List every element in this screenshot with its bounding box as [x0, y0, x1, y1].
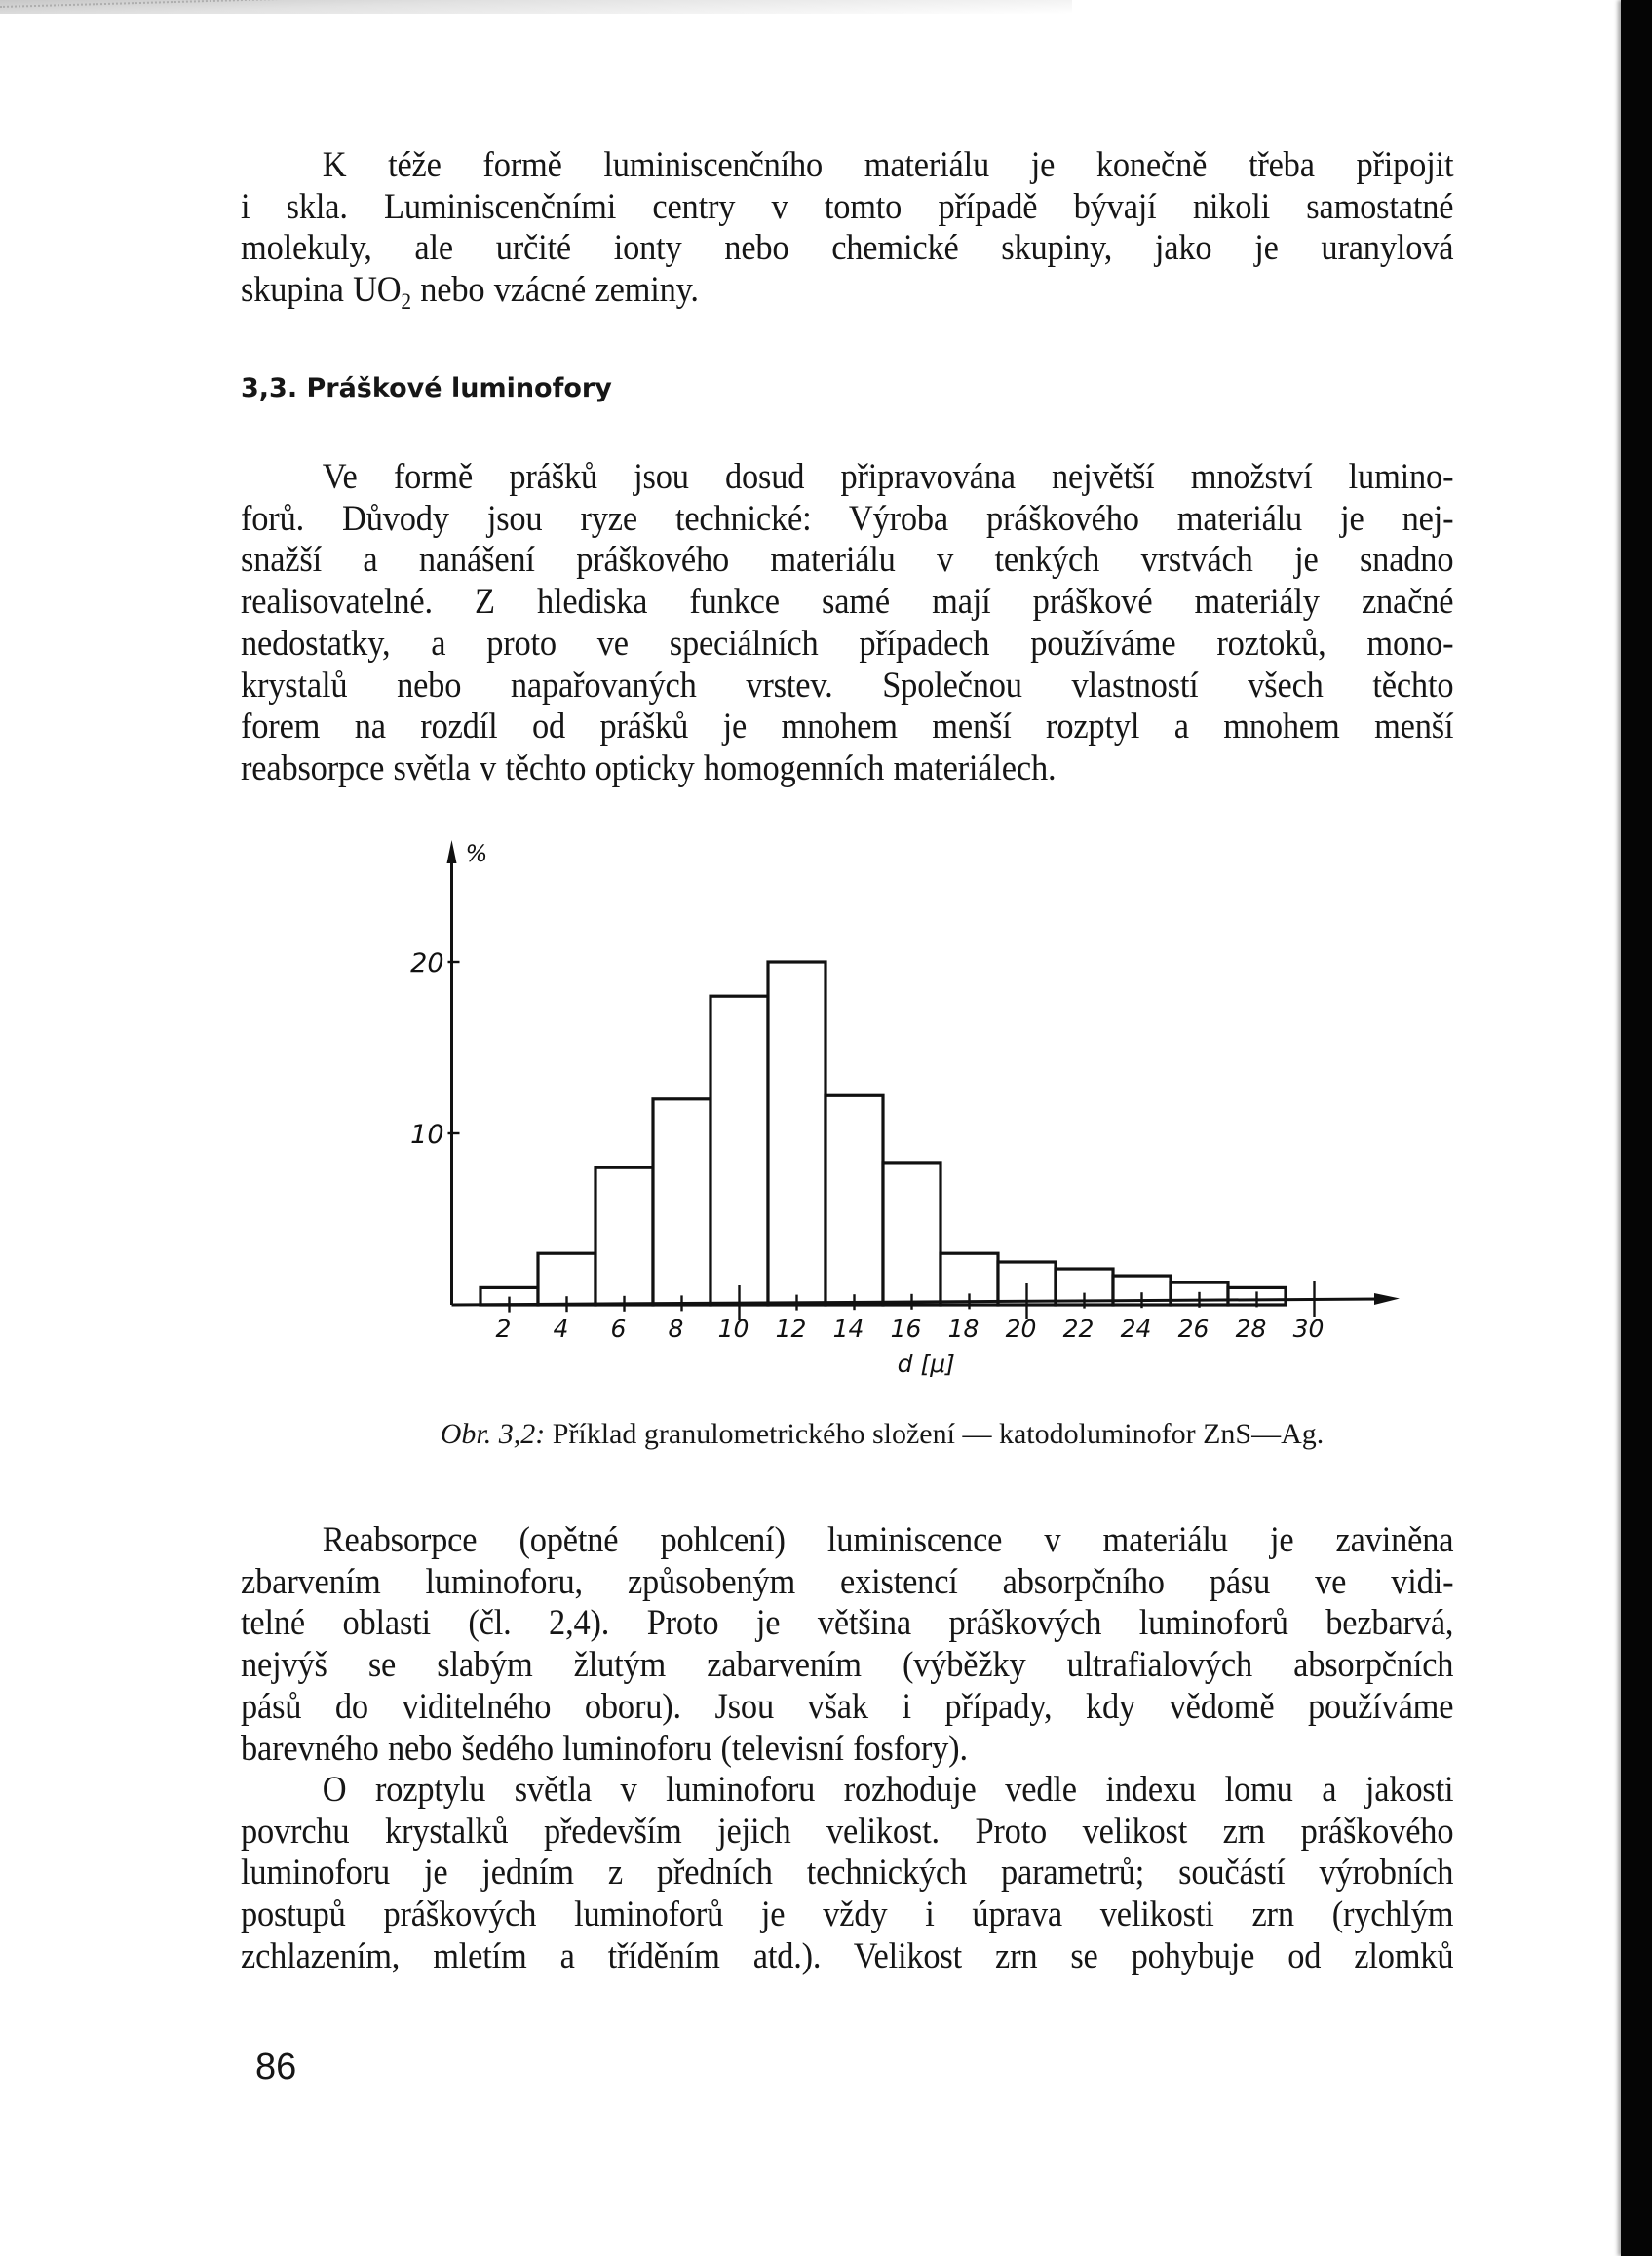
- text-line: nedostatky, a proto ve speciálních případech používáme roztoků, mono-: [241, 623, 1454, 664]
- histogram-bar: [1171, 1282, 1228, 1305]
- text-line: zbarvením luminoforu, způsobeným existencí absorpčního pásu ve vidi-: [241, 1561, 1454, 1602]
- text-line: telné oblasti (čl. 2,4). Proto je většina práškových luminoforů bezbarvá,: [241, 1603, 1454, 1644]
- text-line: luminoforu je jedním z předních technických parametrů; součástí výrobních: [241, 1853, 1454, 1893]
- axis-labels: [410, 840, 1324, 1378]
- paragraph-powder-forms: [241, 457, 1453, 790]
- scan-binding-shadow: [1621, 0, 1652, 2256]
- x-tick-label: 16: [890, 1315, 922, 1343]
- y-tick-label: 10: [410, 1120, 444, 1150]
- y-axis-arrow-icon: [447, 840, 457, 863]
- x-tick-label: 18: [947, 1315, 980, 1343]
- axis-ticks: [448, 962, 1315, 1320]
- histogram-bar: [768, 962, 826, 1305]
- x-tick-label: 4: [553, 1315, 569, 1343]
- x-tick-label: 12: [775, 1315, 807, 1343]
- text-line: povrchu krystalků především jejich velikost. Proto velikost zrn práškového: [241, 1811, 1454, 1852]
- chart-axes: [447, 840, 1401, 1305]
- histogram-bar: [1228, 1287, 1286, 1305]
- text-line: forů. Důvody jsou ryze technické: Výroba práškového materiálu je nej-: [241, 498, 1454, 539]
- x-tick-label: 28: [1235, 1315, 1267, 1343]
- text-line: forem na rozdíl od prášků je mnohem menší rozptyl a mnohem menší: [241, 707, 1454, 747]
- x-tick-label: 30: [1292, 1315, 1325, 1343]
- x-tick-label: 26: [1177, 1315, 1210, 1343]
- text-line: i skla. Luminiscenčními centry v tomto případě bývají nikoli samostatné: [241, 186, 1454, 227]
- x-tick-label: 14: [832, 1315, 864, 1343]
- x-tick-label: 22: [1062, 1315, 1095, 1343]
- x-tick-label: 10: [717, 1315, 749, 1343]
- histogram-bar: [1113, 1276, 1171, 1305]
- text-line: [241, 270, 1453, 315]
- x-tick-label: 8: [668, 1315, 684, 1343]
- subscript: 2: [401, 289, 411, 315]
- paragraph-reabsorption: [241, 1520, 1453, 1770]
- page-number: 86: [255, 2046, 297, 2087]
- x-tick-label: 20: [1005, 1315, 1037, 1343]
- x-axis-label: d [μ]: [897, 1350, 955, 1378]
- histogram-bar: [711, 996, 768, 1305]
- histogram-bar: [595, 1167, 653, 1305]
- text-line: pásů do viditelného oboru). Jsou však i případy, kdy vědomě používáme: [241, 1686, 1454, 1727]
- figure-caption-text: Příklad granulometrického složení — katodoluminofor ZnS—Ag.: [545, 1418, 1325, 1450]
- x-axis-arrow-icon: [1374, 1293, 1400, 1305]
- text-line: Ve formě prášků jsou dosud připravována největší množství lumino-: [322, 457, 1454, 497]
- x-axis-line: [452, 1299, 1385, 1305]
- x-tick-label: 24: [1120, 1315, 1152, 1343]
- x-tick-label: 6: [610, 1315, 627, 1343]
- histogram-bar: [653, 1099, 711, 1305]
- text-line: reabsorpce světla v těchto opticky homogenních materiálech.: [241, 747, 1057, 788]
- text-line: nejvýš se slabým žlutým zabarvením (výběžky ultrafialových absorpčních: [241, 1645, 1454, 1686]
- text-line: K téže formě luminiscenčního materiálu je konečně třeba připojit: [322, 145, 1454, 185]
- histogram-bar: [998, 1262, 1056, 1305]
- y-axis-label: %: [465, 840, 488, 867]
- figure-caption: [0, 1418, 1652, 1451]
- text-line: realisovatelné. Z hlediska funkce samé mají práškové materiály značné: [241, 582, 1454, 623]
- scan-artifact-line: [0, 0, 761, 37]
- text-fragment: nebo vzácné zeminy.: [410, 270, 699, 311]
- text-line: postupů práškových luminoforů je vždy i úprava velikosti zrn (rychlým: [241, 1894, 1454, 1935]
- figure-caption-label: Obr. 3,2:: [440, 1418, 546, 1450]
- histogram-bar: [883, 1163, 941, 1305]
- histogram-bar: [538, 1253, 595, 1305]
- paragraph-glass-luminophores: [241, 145, 1454, 315]
- text-line: O rozptylu světla v luminoforu rozhoduje vedle indexu lomu a jakosti: [322, 1770, 1454, 1810]
- histogram-bar: [1056, 1269, 1113, 1305]
- histogram-bar: [826, 1095, 883, 1305]
- text-line: barevného nebo šedého luminoforu (televisní fosfory).: [241, 1728, 968, 1769]
- y-tick-label: 20: [410, 948, 444, 978]
- text-line: molekuly, ale určité ionty nebo chemické skupiny, jako je uranylová: [241, 228, 1454, 269]
- x-tick-label: 2: [495, 1315, 512, 1343]
- text-line: zchlazením, mletím a tříděním atd.). Velikost zrn se pohybuje od zlomků: [241, 1935, 1454, 1976]
- paragraph-light-scattering: [241, 1770, 1453, 1978]
- histogram-bar: [480, 1287, 538, 1305]
- text-line: krystalů nebo napařovaných vrstev. Společnou vlastností všech těchto: [241, 665, 1454, 706]
- text-fragment: skupina UO: [241, 270, 402, 311]
- histogram-bar: [941, 1253, 998, 1305]
- text-line: snažší a nanášení práškového materiálu v tenkých vrstvách je snadno: [241, 540, 1454, 581]
- text-line: Reabsorpce (opětné pohlcení) luminiscence v materiálu je zaviněna: [322, 1520, 1454, 1560]
- section-heading: 3,3. Práškové luminofory: [241, 373, 612, 403]
- histogram-bars: [480, 962, 1286, 1305]
